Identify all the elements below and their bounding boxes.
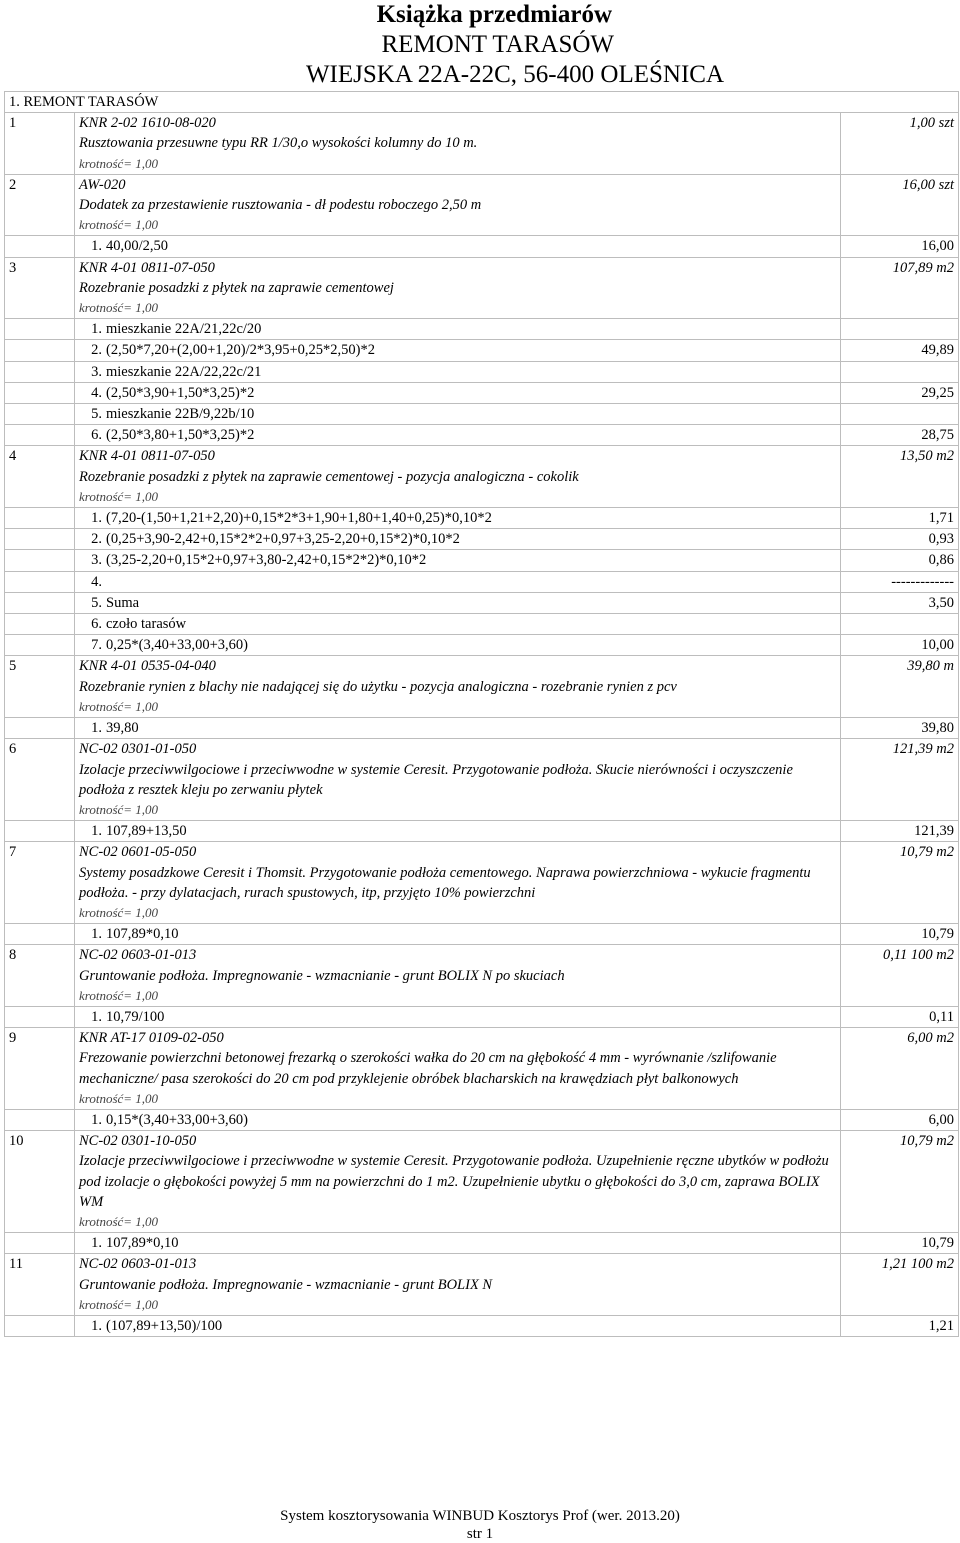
measurement-row — [5, 821, 959, 842]
measurement-row — [5, 1006, 959, 1027]
measurement-number: 5. — [91, 594, 102, 611]
position-multiplier: krotność= 1,00 — [79, 1296, 159, 1312]
position-code: NC-02 0601-05-050 — [79, 844, 197, 861]
measurement-line — [79, 593, 836, 613]
measurement-row — [5, 236, 959, 257]
measurement-spacer — [5, 1006, 75, 1027]
measurement-expression-cell — [75, 529, 841, 550]
measurement-row — [5, 425, 959, 446]
position-multiplier: krotność= 1,00 — [79, 904, 159, 920]
measurement-expression-cell — [75, 821, 841, 842]
position-row — [5, 1254, 959, 1316]
measurement-expression: 107,89*0,10 — [106, 1235, 179, 1252]
position-code: KNR 2-02 1610-08-020 — [79, 115, 216, 132]
measurement-number: 6. — [91, 427, 102, 444]
measurement-line — [79, 550, 836, 570]
measurement-number: 1. — [91, 1317, 102, 1334]
measurement-value — [840, 319, 958, 340]
measurement-number: 3. — [91, 552, 102, 569]
measurement-expression: (7,20-(1,50+1,21+2,20)+0,15*2*3+1,90+1,80+1,40+0,25)*0,10*2 — [106, 510, 492, 527]
measurement-expression: 107,89+13,50 — [106, 823, 187, 840]
measurement-expression: (2,50*3,90+1,50*3,25)*2 — [106, 384, 255, 401]
position-code: KNR 4-01 0535-04-040 — [79, 658, 216, 675]
measurement-expression-cell — [75, 1233, 841, 1254]
position-description: Systemy posadzkowe Ceresit i Thomsit. Przygotowanie podłoża cementowego. Naprawa powierzchniowa - wykucie fragmentu podłoża. - przy dylatacjach, rurach spustowych, itp, przyjęto 10% powierzchni — [79, 864, 811, 901]
measurement-number: 3. — [91, 363, 102, 380]
position-description: Rozebranie rynien z blachy nie nadającej się do użytku - pozycja analogiczna - rozebranie rynien z pcv — [79, 678, 677, 695]
measurement-spacer — [5, 529, 75, 550]
position-quantity: 16,00 szt — [840, 174, 958, 236]
position-content — [75, 446, 841, 508]
measurement-expression: 0,25*(3,40+33,00+3,60) — [106, 637, 249, 654]
position-row — [5, 257, 959, 319]
measurement-spacer — [5, 1233, 75, 1254]
measurement-spacer — [5, 592, 75, 613]
position-row — [5, 656, 959, 718]
measurement-expression: 107,89*0,10 — [106, 926, 179, 943]
position-description: Frezowanie powierzchni betonowej frezarką o szerokości wałka do 20 cm na głębokość 4 mm - wyrównanie /szlifowanie mechaniczne/ pasa szerokości do 20 cm pod przyklejenie obróbek blacharskich na krawędziach płyt balkonowych — [79, 1050, 777, 1087]
measurement-expression-cell — [75, 635, 841, 656]
measurement-line — [79, 924, 836, 944]
measurement-expression-cell — [75, 382, 841, 403]
measurement-value: 6,00 — [840, 1109, 958, 1130]
measurement-spacer — [5, 236, 75, 257]
position-number: 8 — [5, 945, 75, 1007]
measurement-expression-cell — [75, 550, 841, 571]
position-multiplier: krotność= 1,00 — [79, 300, 159, 316]
measurement-row — [5, 1109, 959, 1130]
measurement-value: 16,00 — [840, 236, 958, 257]
measurement-value: 0,86 — [840, 550, 958, 571]
position-row — [5, 842, 959, 924]
measurement-value: 0,93 — [840, 529, 958, 550]
measurement-expression-cell — [75, 361, 841, 382]
measurement-line — [79, 718, 836, 738]
position-description: Izolacje przeciwwilgociowe i przeciwwodne w systemie Ceresit. Przygotowanie podłoża. Uzupełnienie ręczne ubytków w podłożu pod izolacje o głębokości powyżej 5 mm na powierzchni do 1 m2. Uzupełnienie ubytku o głębokości do 3,0 cm, zaprawa BOLIX WM — [79, 1153, 829, 1210]
measurement-expression: Suma — [106, 594, 140, 611]
measurement-row — [5, 529, 959, 550]
measurement-expression-cell — [75, 614, 841, 635]
position-code: KNR 4-01 0811-07-050 — [79, 259, 215, 276]
measurement-row — [5, 404, 959, 425]
footer-software: System kosztorysowania WINBUD Kosztorys Prof (wer. 2013.20) — [280, 1508, 680, 1524]
measurement-number: 7. — [91, 637, 102, 654]
measurement-value: 28,75 — [840, 425, 958, 446]
measurement-number: 1. — [91, 510, 102, 527]
position-number: 6 — [5, 739, 75, 821]
measurement-row — [5, 550, 959, 571]
measurement-expression: mieszkanie 22B/9,22b/10 — [106, 406, 255, 423]
position-number: 1 — [5, 113, 75, 175]
measurement-expression-cell — [75, 319, 841, 340]
position-description: Rozebranie posadzki z płytek na zaprawie cementowej — [79, 279, 394, 296]
measurement-number: 1. — [91, 321, 102, 338]
measurement-row — [5, 592, 959, 613]
measurement-expression: 10,79/100 — [106, 1008, 165, 1025]
section-title: 1. REMONT TARASÓW — [5, 92, 959, 113]
measurement-expression: 0,15*(3,40+33,00+3,60) — [106, 1111, 249, 1128]
measurement-number: 6. — [91, 616, 102, 633]
measurement-spacer — [5, 508, 75, 529]
measurement-spacer — [5, 382, 75, 403]
measurement-expression: (2,50*7,20+(2,00+1,20)/2*3,95+0,25*2,50)*2 — [106, 342, 376, 359]
position-quantity: 39,80 m — [840, 656, 958, 718]
project-name: REMONT TARASÓW — [381, 31, 614, 58]
measurement-number: 1. — [91, 823, 102, 840]
measurement-value — [840, 361, 958, 382]
measurement-expression: (2,50*3,80+1,50*3,25)*2 — [106, 427, 255, 444]
measurement-spacer — [5, 718, 75, 739]
position-row — [5, 1131, 959, 1233]
measurement-expression: (107,89+13,50)/100 — [106, 1317, 223, 1334]
measurement-value: ------------- — [840, 571, 958, 592]
position-number: 4 — [5, 446, 75, 508]
position-content — [75, 113, 841, 175]
position-code: NC-02 0301-01-050 — [79, 741, 197, 758]
position-content — [75, 739, 841, 821]
position-multiplier: krotność= 1,00 — [79, 698, 159, 714]
position-multiplier: krotność= 1,00 — [79, 987, 159, 1003]
measurement-expression-cell — [75, 508, 841, 529]
measurement-value: 3,50 — [840, 592, 958, 613]
measurement-line — [79, 340, 836, 360]
position-quantity: 10,79 m2 — [840, 1131, 958, 1233]
measurement-expression-cell — [75, 404, 841, 425]
measurement-number: 1. — [91, 238, 102, 255]
measurement-expression: (0,25+3,90-2,42+0,15*2*2+0,97+3,25-2,20+0,15*2)*0,10*2 — [106, 531, 460, 548]
position-description: Gruntowanie podłoża. Impregnowanie - wzmacnianie - grunt BOLIX N — [79, 1276, 493, 1293]
measurement-line — [79, 614, 836, 634]
measurement-number: 1. — [91, 926, 102, 943]
position-description: Rusztowania przesuwne typu RR 1/30,o wysokości kolumny do 10 m. — [79, 135, 478, 152]
position-multiplier: krotność= 1,00 — [79, 155, 159, 171]
measurement-row — [5, 319, 959, 340]
measurement-line — [79, 319, 836, 339]
position-content — [75, 1028, 841, 1110]
position-content — [75, 1254, 841, 1316]
footer-page-number: str 1 — [466, 1526, 494, 1542]
measurement-spacer — [5, 425, 75, 446]
measurement-expression-cell — [75, 1109, 841, 1130]
position-quantity: 1,00 szt — [840, 113, 958, 175]
measurement-number: 1. — [91, 720, 102, 737]
position-content — [75, 842, 841, 924]
measurement-value: 121,39 — [840, 821, 958, 842]
position-row — [5, 739, 959, 821]
position-content — [75, 656, 841, 718]
measurement-number: 5. — [91, 406, 102, 423]
measurement-row — [5, 718, 959, 739]
measurement-line — [79, 1316, 836, 1336]
measurement-line — [79, 236, 836, 256]
measurement-expression: 40,00/2,50 — [106, 238, 169, 255]
measurement-expression-cell — [75, 1315, 841, 1336]
position-number: 10 — [5, 1131, 75, 1233]
measurement-expression-cell — [75, 1006, 841, 1027]
measurement-line — [79, 425, 836, 445]
measurement-expression-cell — [75, 592, 841, 613]
measurement-row — [5, 924, 959, 945]
position-description: Rozebranie posadzki z płytek na zaprawie cementowej - pozycja analogiczna - cokolik — [79, 468, 579, 485]
measurement-value: 10,00 — [840, 635, 958, 656]
position-code: NC-02 0301-10-050 — [79, 1133, 197, 1150]
measurement-value: 39,80 — [840, 718, 958, 739]
position-description: Dodatek za przestawienie rusztowania - dł podestu roboczego 2,50 m — [79, 197, 482, 214]
position-number: 5 — [5, 656, 75, 718]
measurement-number: 1. — [91, 1235, 102, 1252]
measurement-expression: mieszkanie 22A/22,22c/21 — [106, 363, 262, 380]
position-code: NC-02 0603-01-013 — [79, 947, 197, 964]
position-quantity: 107,89 m2 — [840, 257, 958, 319]
position-multiplier: krotność= 1,00 — [79, 801, 159, 817]
position-row — [5, 113, 959, 175]
measurement-row — [5, 382, 959, 403]
position-number: 2 — [5, 174, 75, 236]
measurement-expression: (3,25-2,20+0,15*2+0,97+3,80-2,42+0,15*2*2)*0,10*2 — [106, 552, 427, 569]
section-row — [5, 92, 959, 113]
measurement-row — [5, 508, 959, 529]
position-quantity: 1,21 100 m2 — [840, 1254, 958, 1316]
measurement-spacer — [5, 340, 75, 361]
measurement-expression — [106, 572, 836, 592]
measurement-row — [5, 340, 959, 361]
measurement-row — [5, 361, 959, 382]
measurement-row — [5, 1315, 959, 1336]
measurement-row — [5, 614, 959, 635]
measurement-value: 10,79 — [840, 924, 958, 945]
position-code: KNR AT-17 0109-02-050 — [79, 1030, 224, 1047]
measurement-expression-cell — [75, 340, 841, 361]
measurement-line — [79, 821, 836, 841]
measurement-value: 0,11 — [840, 1006, 958, 1027]
measurement-value: 29,25 — [840, 382, 958, 403]
position-code: KNR 4-01 0811-07-050 — [79, 448, 215, 465]
position-multiplier: krotność= 1,00 — [79, 1090, 159, 1106]
measurement-line — [79, 362, 836, 382]
position-row — [5, 174, 959, 236]
position-number: 9 — [5, 1028, 75, 1110]
measurement-line — [79, 529, 836, 549]
measurement-number: 4. — [91, 384, 102, 401]
position-quantity: 0,11 100 m2 — [840, 945, 958, 1007]
measurement-line — [79, 1233, 836, 1253]
measurement-spacer — [5, 614, 75, 635]
position-content — [75, 1131, 841, 1233]
measurement-row — [5, 635, 959, 656]
measurement-line — [79, 383, 836, 403]
position-multiplier: krotność= 1,00 — [79, 1213, 159, 1229]
measurement-expression-cell — [75, 718, 841, 739]
measurement-spacer — [5, 1315, 75, 1336]
measurement-line — [79, 1007, 836, 1027]
measurement-line — [79, 508, 836, 528]
measurement-line — [79, 635, 836, 655]
position-content — [75, 945, 841, 1007]
position-number: 11 — [5, 1254, 75, 1316]
measurement-value: 1,71 — [840, 508, 958, 529]
measurement-spacer — [5, 635, 75, 656]
measurement-spacer — [5, 924, 75, 945]
position-description: Gruntowanie podłoża. Impregnowanie - wzmacnianie - grunt BOLIX N po skuciach — [79, 967, 565, 984]
position-code: NC-02 0603-01-013 — [79, 1256, 197, 1273]
measurement-expression: 39,80 — [106, 720, 139, 737]
measurement-value: 1,21 — [840, 1315, 958, 1336]
measurement-number: 1. — [91, 1008, 102, 1025]
measurement-number: 2. — [91, 342, 102, 359]
measurement-expression-cell — [75, 571, 841, 592]
project-address: WIEJSKA 22A-22C, 56-400 OLEŚNICA — [305, 61, 724, 88]
measurement-row — [5, 1233, 959, 1254]
position-multiplier: krotność= 1,00 — [79, 488, 159, 504]
measurement-expression-cell — [75, 924, 841, 945]
measurement-number: 4. — [91, 573, 102, 590]
measurement-expression: mieszkanie 22A/21,22c/20 — [106, 321, 262, 338]
position-quantity: 6,00 m2 — [840, 1028, 958, 1110]
measurement-value: 10,79 — [840, 1233, 958, 1254]
measurement-spacer — [5, 821, 75, 842]
measurement-spacer — [5, 319, 75, 340]
measurement-expression: czoło tarasów — [106, 616, 187, 633]
measurement-value: 49,89 — [840, 340, 958, 361]
measurement-spacer — [5, 404, 75, 425]
position-content — [75, 257, 841, 319]
measurement-line — [79, 1110, 836, 1130]
document-title: Książka przedmiarów — [376, 1, 612, 28]
measurement-spacer — [5, 1109, 75, 1130]
position-content — [75, 174, 841, 236]
position-description: Izolacje przeciwwilgociowe i przeciwwodne w systemie Ceresit. Przygotowanie podłoża. Skucie nierówności i oczyszczenie podłoża z resztek kleju po zerwaniu płytek — [79, 761, 793, 798]
measurement-number: 2. — [91, 531, 102, 548]
measurement-value — [840, 614, 958, 635]
position-row — [5, 1028, 959, 1110]
measurement-spacer — [5, 550, 75, 571]
position-number: 7 — [5, 842, 75, 924]
measurement-spacer — [5, 361, 75, 382]
measurement-line — [79, 572, 836, 592]
measurement-line — [79, 404, 836, 424]
measurement-expression-cell — [75, 236, 841, 257]
position-quantity: 121,39 m2 — [840, 739, 958, 821]
measurement-number: 1. — [91, 1111, 102, 1128]
position-row — [5, 446, 959, 508]
measurement-spacer — [5, 571, 75, 592]
position-multiplier: krotność= 1,00 — [79, 217, 159, 233]
measurement-expression-cell — [75, 425, 841, 446]
measurement-row — [5, 571, 959, 592]
position-quantity: 10,79 m2 — [840, 842, 958, 924]
position-quantity: 13,50 m2 — [840, 446, 958, 508]
position-number: 3 — [5, 257, 75, 319]
measurement-value — [840, 404, 958, 425]
position-row — [5, 945, 959, 1007]
measurement-table — [4, 91, 959, 1337]
position-code: AW-020 — [79, 176, 126, 193]
measurement-table-body — [5, 92, 959, 1337]
